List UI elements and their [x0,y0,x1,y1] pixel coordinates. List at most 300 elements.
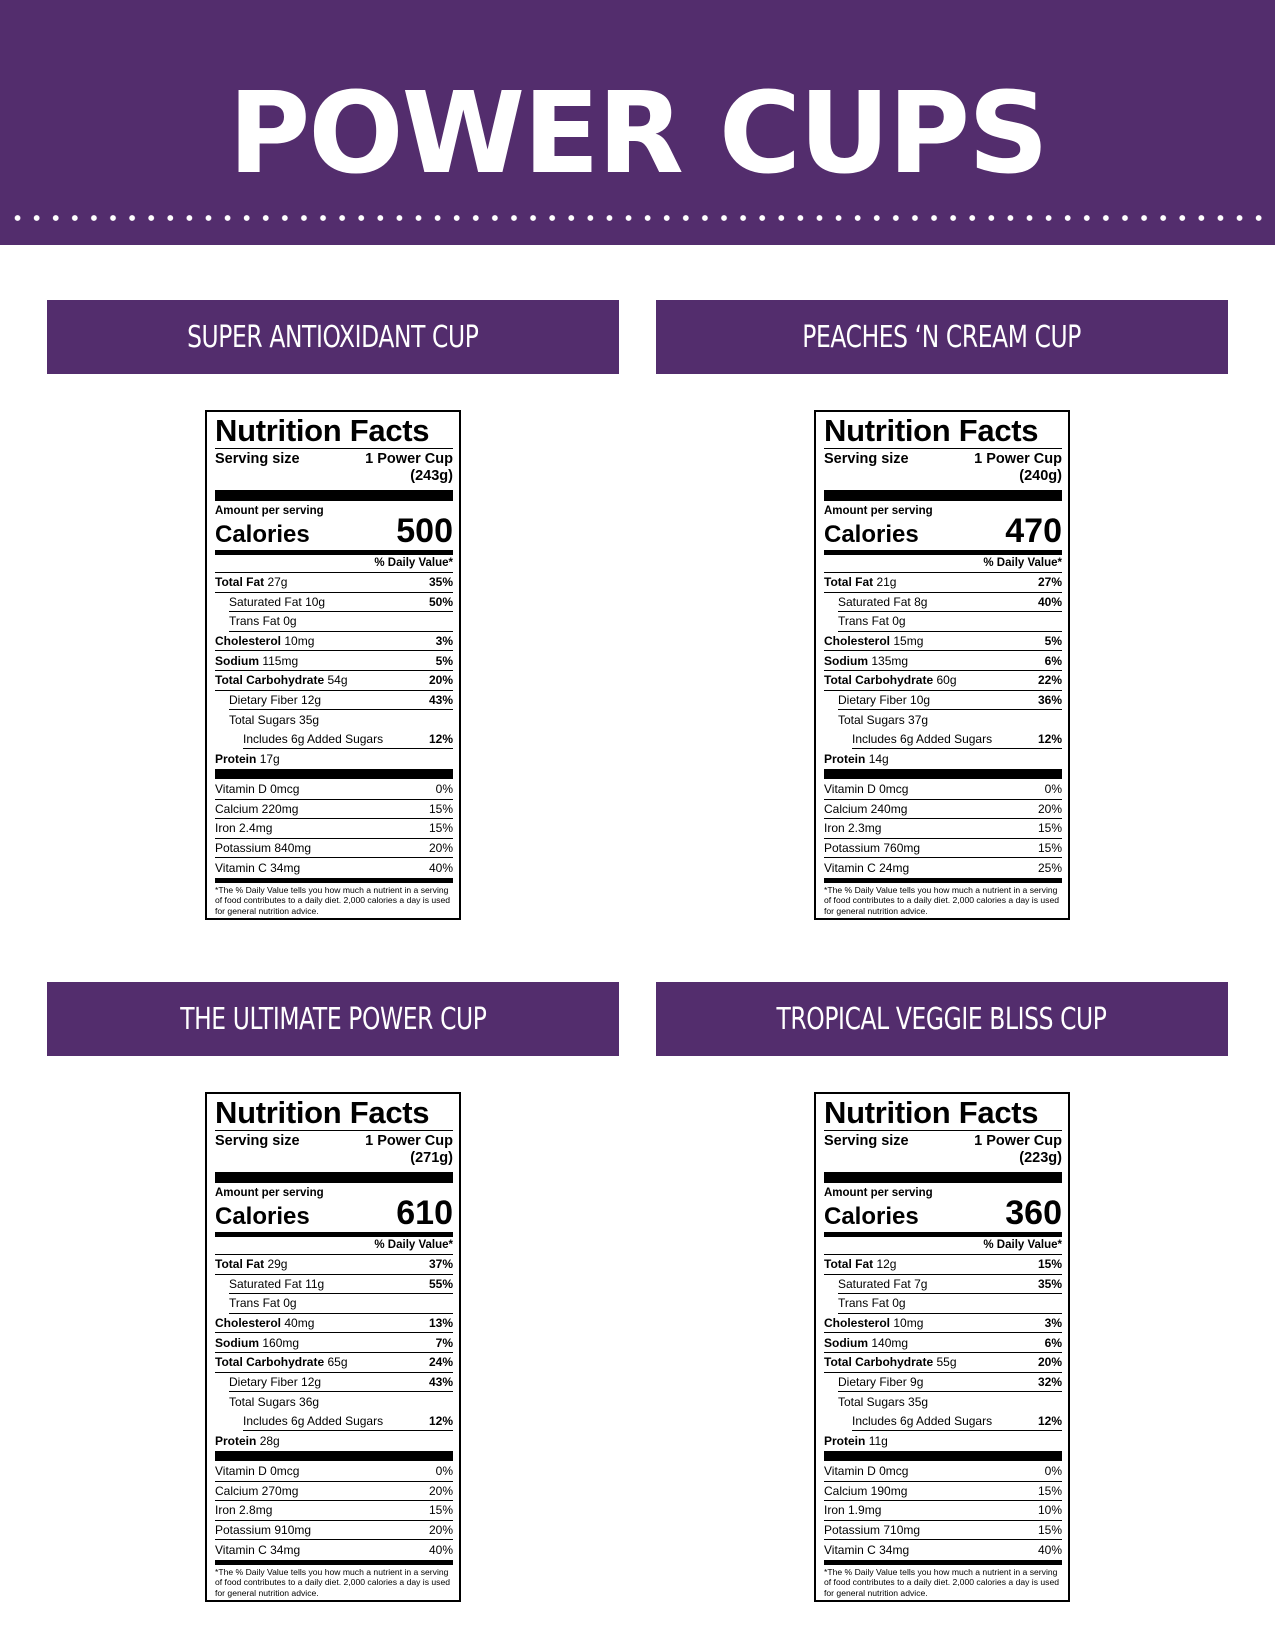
daily-value-header: % Daily Value* [215,1237,453,1255]
serving-size-value: 1 Power Cup (271g) [365,1133,453,1166]
nutrient-daily-value: 5% [435,653,453,668]
nutrient-label: Dietary Fiber [838,692,907,707]
thick-divider [215,769,453,779]
nutrient-amount: 140mg [871,1335,909,1350]
vitamin-row [215,1501,453,1521]
vitamin-label: Potassium 710mg [824,1523,921,1538]
vitamin-daily-value: 15% [1037,1483,1062,1498]
nutrient-name-amount [838,1296,906,1310]
daily-value-header: % Daily Value* [824,555,1062,573]
nutrient-daily-value: 24% [428,1355,453,1370]
nutrient-row [824,671,1062,691]
nutrient-name-amount [229,595,325,609]
amount-per-serving: Amount per serving [215,505,324,517]
nutrient-daily-value: 13% [428,1316,453,1331]
nutrient-amount: 0g [283,614,297,629]
nutrient-label: Total Carbohydrate [824,1355,934,1370]
nutrient-amount: 60g [936,673,957,688]
nutrient-label: Cholesterol [824,1316,891,1331]
vitamin-label: Vitamin D 0mcg [215,1464,300,1479]
nutrient-name-amount [838,595,927,609]
nutrient-row [229,593,453,613]
vitamin-label: Iron 2.3mg [824,821,882,836]
vitamin-row [824,1540,1062,1560]
vitamin-row [215,1521,453,1541]
nutrient-row [824,573,1062,593]
vitamin-daily-value: 15% [428,801,453,816]
amount-per-serving: Amount per serving [824,1187,933,1199]
nutrient-name-amount [215,654,298,668]
nutrient-row [215,749,453,769]
nutrient-name-amount [838,1277,927,1291]
nutrient-row [838,691,1062,711]
nutrient-daily-value: 32% [1037,1374,1062,1389]
nutrient-row [838,1294,1062,1314]
nutrient-amount: 27g [267,575,288,590]
nutrient-amount: 135mg [871,653,909,668]
vitamin-daily-value: 20% [428,1523,453,1538]
vitamin-label: Calcium 270mg [215,1483,299,1498]
vitamin-row [215,819,453,839]
nutrition-facts-title: Nutrition Facts [215,1095,430,1130]
header-banner [0,0,1275,245]
nutrient-name-amount [824,752,889,766]
nutrient-daily-value: 15% [1037,1257,1062,1272]
calories-label: Calories [824,521,919,548]
nutrient-label: Total Carbohydrate [215,673,325,688]
nutrient-row [229,1294,453,1314]
nutrient-daily-value: 50% [428,594,453,609]
thick-divider [824,1172,1062,1183]
nutrient-daily-value: 7% [435,1335,453,1350]
nutrient-daily-value: 55% [428,1276,453,1291]
nutrient-daily-value: 3% [435,634,453,649]
nutrient-label: Sodium [215,653,259,668]
thick-divider [215,1172,453,1183]
calories-row [824,1194,1062,1232]
nutrient-row [229,612,453,632]
daily-value-footnote: *The % Daily Value tells you how much a nutrient in a serving of food contributes to a daily diet. 2,000 calories a day is used for general nutrition advice. [215,884,451,916]
nutrient-daily-value: 20% [428,673,453,688]
nutrient-name-amount [838,614,906,628]
nutrient-label: Total Fat [215,1257,265,1272]
nutrient-name-amount [824,1355,957,1369]
vitamin-row [215,858,453,878]
medium-divider [215,1560,453,1565]
nutrient-daily-value: 40% [1037,594,1062,609]
nutrient-label: Total Carbohydrate [824,673,934,688]
nutrient-name-amount [229,1395,319,1409]
nutrient-daily-value: 12% [1037,1414,1062,1429]
nutrient-label: Includes 6g Added Sugars [852,732,993,747]
nutrient-daily-value: 12% [428,1414,453,1429]
nutrient-daily-value: 43% [428,692,453,707]
calories-row [215,1194,453,1232]
nutrient-label: Total Sugars [229,1394,296,1409]
nutrient-name-amount [852,732,992,746]
vitamin-daily-value: 40% [1037,1543,1062,1558]
nutrient-label: Saturated Fat [838,594,911,609]
nutrient-label: Total Sugars [838,1394,905,1409]
nutrient-row [215,1333,453,1353]
vitamin-daily-value: 0% [1044,1464,1062,1479]
nutrient-daily-value: 12% [428,732,453,747]
nutrient-daily-value: 6% [1044,653,1062,668]
nutrient-label: Protein [824,1434,866,1449]
nutrient-name-amount [838,713,928,727]
cup-header [656,982,1228,1056]
vitamin-row [215,1462,453,1482]
vitamin-daily-value: 20% [428,841,453,856]
nutrient-amount: 35g [908,1394,929,1409]
nutrient-name-amount [824,1316,923,1330]
nutrient-row [215,632,453,652]
nutrient-label: Total Fat [824,1257,874,1272]
nutrient-name-amount [215,575,287,589]
calories-value: 610 [396,1194,453,1232]
amount-per-serving: Amount per serving [215,1187,324,1199]
nutrient-label: Trans Fat [229,614,280,629]
daily-value-header: % Daily Value* [824,1237,1062,1255]
vitamin-daily-value: 20% [1037,801,1062,816]
nutrient-name-amount [824,1336,908,1350]
cup-header [47,982,619,1056]
vitamin-daily-value: 0% [1044,782,1062,797]
calories-label: Calories [215,521,310,548]
nutrient-name-amount [824,673,957,687]
nutrient-row [838,612,1062,632]
vitamin-label: Potassium 840mg [215,841,312,856]
calories-value: 500 [396,512,453,550]
nutrient-name-amount [215,1257,287,1271]
vitamin-label: Vitamin D 0mcg [215,782,300,797]
daily-value-footnote: *The % Daily Value tells you how much a nutrient in a serving of food contributes to a daily diet. 2,000 calories a day is used for general nutrition advice. [824,884,1060,916]
vitamin-daily-value: 0% [435,782,453,797]
nutrient-daily-value: 37% [428,1257,453,1272]
nutrient-daily-value: 20% [1037,1355,1062,1370]
nutrient-row [243,730,453,750]
nutrient-name-amount [243,732,383,746]
vitamin-daily-value: 40% [428,1543,453,1558]
nutrient-amount: 0g [283,1296,297,1311]
nutrient-row [215,573,453,593]
daily-value-header: % Daily Value* [215,555,453,573]
nutrient-label: Saturated Fat [229,1276,302,1291]
nutrient-daily-value: 3% [1044,1316,1062,1331]
serving-size-value: 1 Power Cup (223g) [974,1133,1062,1166]
nutrient-label: Sodium [824,1335,868,1350]
nutrient-row [215,671,453,691]
calories-row [215,512,453,550]
nutrient-row [215,1255,453,1275]
vitamin-row [824,800,1062,820]
nutrient-amount: 36g [299,1394,320,1409]
nutrient-row [215,1353,453,1373]
cup-name: TROPICAL VEGGIE BLISS CUP [777,1001,1107,1037]
nutrient-amount: 10mg [284,634,315,649]
nutrient-daily-value: 27% [1037,575,1062,590]
nutrient-name-amount [824,654,908,668]
nutrient-label: Dietary Fiber [229,692,298,707]
nutrient-name-amount [215,1434,280,1448]
vitamin-row [824,1482,1062,1502]
vitamin-label: Iron 2.4mg [215,821,273,836]
nutrient-amount: 35g [299,712,320,727]
nutrient-amount: 10g [305,594,326,609]
serving-size-row [215,1130,453,1167]
vitamin-label: Calcium 190mg [824,1483,908,1498]
nutrient-label: Includes 6g Added Sugars [852,1414,993,1429]
vitamin-daily-value: 15% [1037,821,1062,836]
nutrient-label: Trans Fat [838,1296,889,1311]
cup-name: SUPER ANTIOXIDANT CUP [187,319,479,355]
calories-label: Calories [824,1203,919,1230]
nutrient-daily-value: 22% [1037,673,1062,688]
daily-value-footnote: *The % Daily Value tells you how much a nutrient in a serving of food contributes to a daily diet. 2,000 calories a day is used for general nutrition advice. [824,1566,1060,1598]
nutrient-row [824,632,1062,652]
nutrient-amount: 55g [936,1355,957,1370]
serving-size-row [824,448,1062,485]
nutrient-name-amount [215,1336,299,1350]
thick-divider [215,1451,453,1461]
nutrient-row [215,1431,453,1451]
nutrient-amount: 65g [327,1355,348,1370]
vitamin-label: Calcium 240mg [824,801,908,816]
page-title: POWER CUPS [228,69,1047,199]
nutrient-row [229,1392,453,1412]
nutrient-name-amount [838,1375,923,1389]
vitamin-label: Calcium 220mg [215,801,299,816]
thick-divider [824,490,1062,501]
vitamin-row [824,858,1062,878]
nutrition-facts-label [205,1092,461,1602]
nutrient-label: Dietary Fiber [229,1374,298,1389]
nutrient-row [229,691,453,711]
nutrient-name-amount [215,673,348,687]
vitamin-row [215,839,453,859]
nutrient-label: Includes 6g Added Sugars [243,1414,384,1429]
nutrient-daily-value: 36% [1037,692,1062,707]
nutrient-row [824,1314,1062,1334]
serving-size-label: Serving size [824,1133,909,1149]
cup-name: THE ULTIMATE POWER CUP [179,1001,487,1037]
nutrient-label: Saturated Fat [838,1276,911,1291]
vitamin-row [215,780,453,800]
nutrient-row [824,1353,1062,1373]
nutrient-amount: 8g [914,594,928,609]
nutrient-label: Total Fat [824,575,874,590]
nutrient-amount: 21g [876,575,897,590]
nutrient-amount: 15mg [893,634,924,649]
nutrient-row [852,1412,1062,1432]
nutrient-name-amount [215,1316,314,1330]
amount-per-serving: Amount per serving [824,505,933,517]
nutrient-amount: 10mg [893,1316,924,1331]
thick-divider [824,1451,1062,1461]
calories-value: 470 [1005,512,1062,550]
vitamin-label: Vitamin C 34mg [215,1543,301,1558]
nutrient-row [824,1255,1062,1275]
nutrient-row [243,1412,453,1432]
vitamin-row [215,800,453,820]
nutrient-name-amount [229,713,319,727]
vitamin-label: Vitamin C 34mg [215,861,301,876]
nutrient-name-amount [229,614,297,628]
nutrient-row [852,730,1062,750]
nutrient-daily-value: 12% [1037,732,1062,747]
nutrient-name-amount [243,1414,383,1428]
nutrient-row [824,651,1062,671]
cup-header [47,300,619,374]
nutrient-row [838,1373,1062,1393]
vitamin-row [824,1521,1062,1541]
nutrient-name-amount [229,1296,297,1310]
nutrient-amount: 12g [301,1374,322,1389]
nutrient-row [838,1392,1062,1412]
calories-label: Calories [215,1203,310,1230]
nutrient-name-amount [229,1375,321,1389]
nutrient-row [229,1373,453,1393]
nutrient-label: Protein [215,752,257,767]
nutrient-row [838,1275,1062,1295]
nutrient-label: Cholesterol [824,634,891,649]
nutrient-amount: 14g [868,752,889,767]
nutrient-label: Cholesterol [215,1316,282,1331]
nutrient-name-amount [838,693,930,707]
nutrient-amount: 54g [327,673,348,688]
nutrient-name-amount [824,1434,888,1448]
vitamin-daily-value: 0% [435,1464,453,1479]
nutrient-row [824,1333,1062,1353]
daily-value-footnote: *The % Daily Value tells you how much a nutrient in a serving of food contributes to a daily diet. 2,000 calories a day is used for general nutrition advice. [215,1566,451,1598]
nutrient-name-amount [229,693,321,707]
nutrient-amount: 115mg [262,653,299,668]
vitamin-row [824,1501,1062,1521]
vitamin-daily-value: 40% [428,861,453,876]
thick-divider [824,769,1062,779]
nutrient-name-amount [215,752,280,766]
nutrient-row [838,593,1062,613]
nutrition-facts-title: Nutrition Facts [824,413,1039,448]
nutrient-label: Cholesterol [215,634,282,649]
nutrition-facts-label [205,410,461,920]
nutrient-row [215,1314,453,1334]
nutrient-row [229,710,453,730]
nutrient-name-amount [215,1355,348,1369]
nutrient-name-amount [852,1414,992,1428]
nutrition-facts-label [814,1092,1070,1602]
vitamin-label: Vitamin D 0mcg [824,1464,909,1479]
nutrition-facts-title: Nutrition Facts [215,413,430,448]
calories-row [824,512,1062,550]
nutrient-daily-value: 5% [1044,634,1062,649]
nutrient-amount: 11g [305,1276,325,1291]
nutrient-label: Trans Fat [838,614,889,629]
nutrition-facts-title: Nutrition Facts [824,1095,1039,1130]
vitamin-row [824,1462,1062,1482]
serving-size-row [215,448,453,485]
nutrient-name-amount [229,1277,324,1291]
nutrient-daily-value: 6% [1044,1335,1062,1350]
nutrient-label: Protein [824,752,866,767]
cup-header [656,300,1228,374]
medium-divider [824,1560,1062,1565]
vitamin-label: Vitamin C 24mg [824,861,910,876]
medium-divider [824,878,1062,883]
nutrient-amount: 10g [910,692,931,707]
vitamin-label: Potassium 910mg [215,1523,312,1538]
vitamin-row [824,780,1062,800]
nutrient-label: Saturated Fat [229,594,302,609]
nutrient-daily-value: 35% [428,575,453,590]
nutrient-amount: 29g [267,1257,288,1272]
nutrient-amount: 28g [259,1434,280,1449]
vitamin-row [215,1540,453,1560]
nutrient-amount: 0g [892,614,906,629]
serving-size-label: Serving size [215,1133,300,1149]
nutrient-name-amount [824,634,923,648]
serving-size-label: Serving size [215,451,300,467]
serving-size-row [824,1130,1062,1167]
nutrient-amount: 160mg [262,1335,300,1350]
nutrient-label: Total Sugars [229,712,296,727]
nutrient-name-amount [824,1257,896,1271]
vitamin-label: Vitamin D 0mcg [824,782,909,797]
nutrient-label: Trans Fat [229,1296,280,1311]
nutrient-row [229,1275,453,1295]
vitamin-label: Iron 2.8mg [215,1503,273,1518]
vitamin-daily-value: 25% [1037,861,1062,876]
serving-size-value: 1 Power Cup (240g) [974,451,1062,484]
vitamin-daily-value: 15% [428,821,453,836]
vitamin-label: Potassium 760mg [824,841,921,856]
nutrient-label: Dietary Fiber [838,1374,907,1389]
nutrient-row [824,1431,1062,1451]
dotted-divider [8,214,1270,222]
serving-size-label: Serving size [824,451,909,467]
vitamin-row [824,839,1062,859]
vitamin-daily-value: 15% [1037,1523,1062,1538]
nutrient-label: Protein [215,1434,257,1449]
calories-value: 360 [1005,1194,1062,1232]
nutrient-row [215,651,453,671]
medium-divider [215,878,453,883]
nutrient-name-amount [838,1395,928,1409]
nutrition-facts-label [814,410,1070,920]
nutrient-amount: 12g [301,692,322,707]
nutrient-amount: 11g [868,1434,888,1449]
nutrient-amount: 40mg [284,1316,315,1331]
nutrient-label: Sodium [215,1335,259,1350]
nutrient-label: Includes 6g Added Sugars [243,732,384,747]
vitamin-label: Vitamin C 34mg [824,1543,910,1558]
nutrient-amount: 7g [914,1276,928,1291]
nutrient-amount: 9g [910,1374,924,1389]
nutrient-amount: 37g [908,712,929,727]
vitamin-row [824,819,1062,839]
serving-size-value: 1 Power Cup (243g) [365,451,453,484]
nutrient-row [824,749,1062,769]
nutrient-label: Sodium [824,653,868,668]
nutrient-label: Total Carbohydrate [215,1355,325,1370]
nutrient-amount: 12g [876,1257,897,1272]
thick-divider [215,490,453,501]
nutrient-daily-value: 43% [428,1374,453,1389]
vitamin-daily-value: 10% [1037,1503,1062,1518]
nutrient-name-amount [824,575,896,589]
vitamin-daily-value: 20% [428,1483,453,1498]
nutrient-row [838,710,1062,730]
